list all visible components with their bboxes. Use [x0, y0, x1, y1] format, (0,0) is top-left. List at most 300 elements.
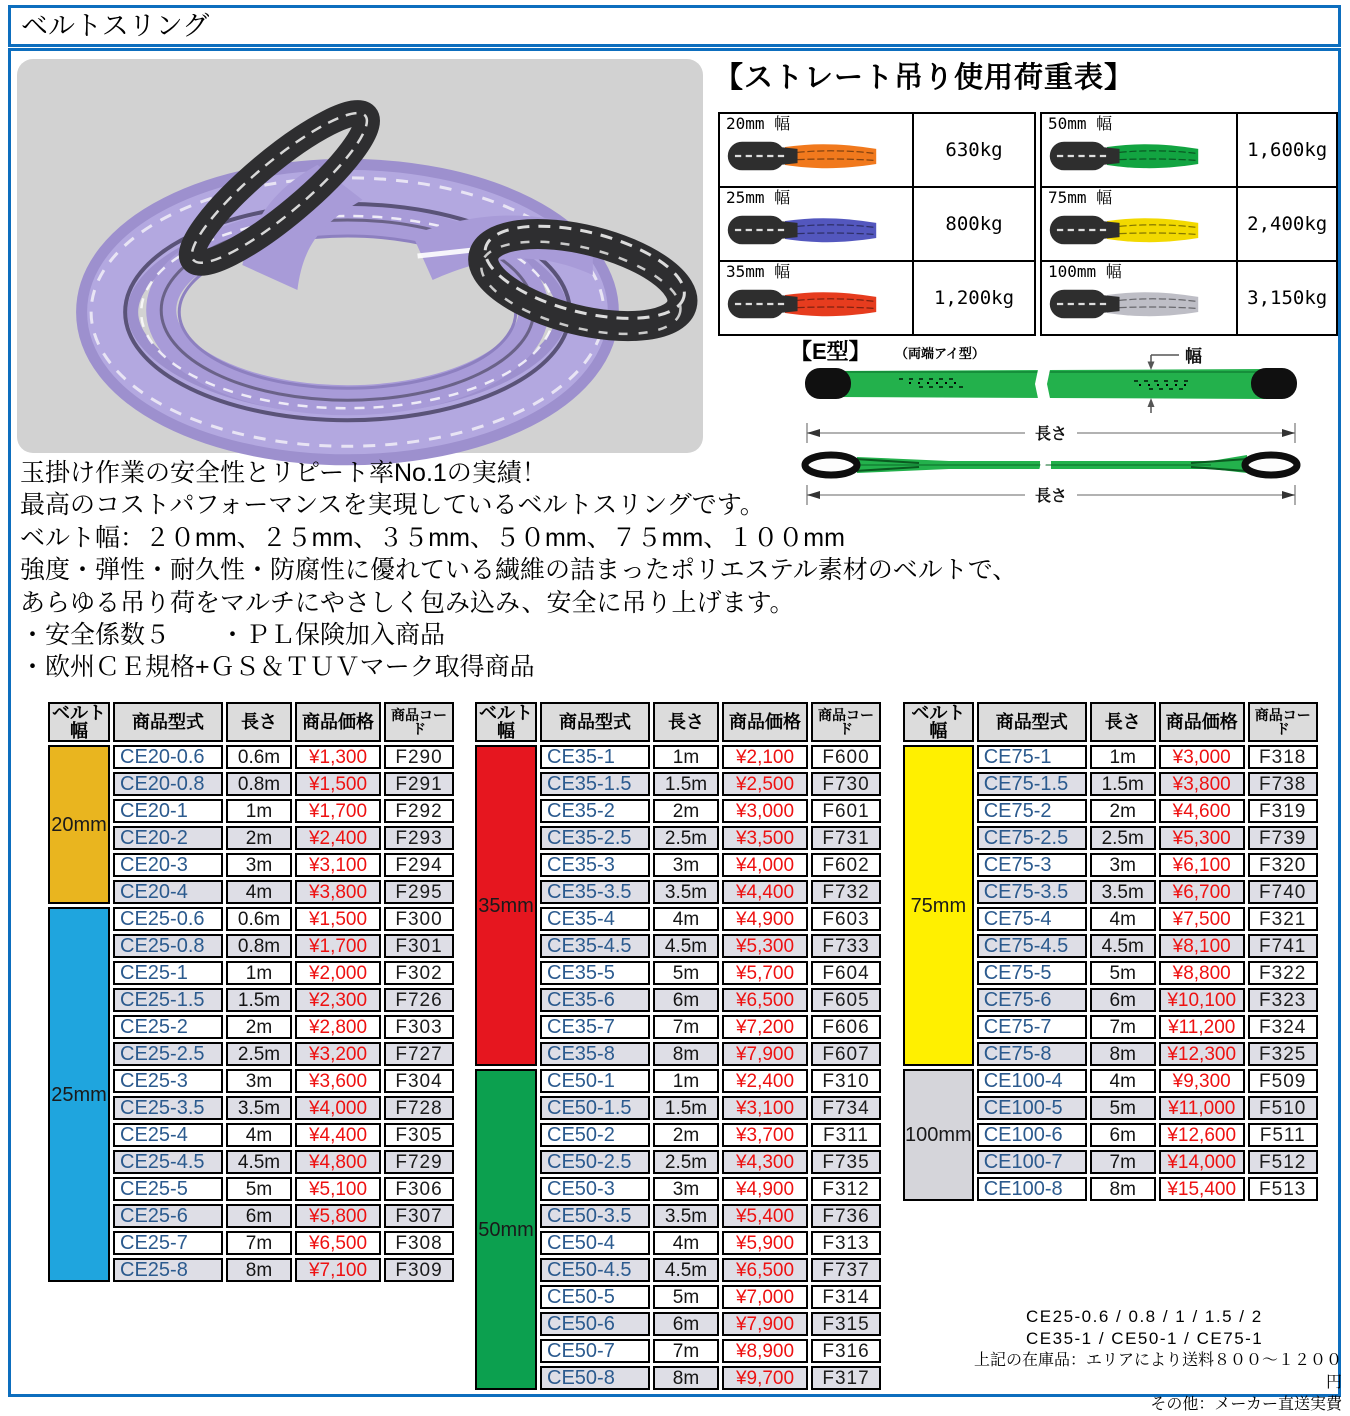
- code-cell: F736: [811, 1204, 881, 1228]
- code-cell: F732: [811, 880, 881, 904]
- price-cell: ¥6,500: [295, 1231, 381, 1255]
- length-cell: 2m: [226, 826, 292, 850]
- capacity-value: 1,600kg: [1237, 113, 1337, 187]
- price-cell: ¥4,300: [722, 1150, 808, 1174]
- product-row: [903, 745, 1318, 769]
- model-cell: CE25-0.6: [113, 907, 223, 931]
- header-row: [475, 702, 881, 742]
- length-cell: 0.8m: [226, 772, 292, 796]
- code-cell: F603: [811, 907, 881, 931]
- code-cell: F292: [384, 799, 454, 823]
- length-cell: 2m: [1090, 799, 1156, 823]
- code-cell: F295: [384, 880, 454, 904]
- model-cell: CE75-1: [977, 745, 1087, 769]
- price-cell: ¥9,300: [1159, 1069, 1245, 1093]
- code-cell: F605: [811, 988, 881, 1012]
- length-cell: 1m: [226, 799, 292, 823]
- model-cell: CE75-2.5: [977, 826, 1087, 850]
- model-cell: CE75-5: [977, 961, 1087, 985]
- code-cell: F738: [1248, 772, 1318, 796]
- length-cell: 2m: [653, 1123, 719, 1147]
- code-cell: F309: [384, 1258, 454, 1282]
- code-cell: F314: [811, 1285, 881, 1309]
- code-cell: F733: [811, 934, 881, 958]
- length-cell: 2.5m: [1090, 826, 1156, 850]
- code-cell: F303: [384, 1015, 454, 1039]
- length-cell: 4m: [653, 1231, 719, 1255]
- footnote-line: 上記の在庫品：エリアにより送料８００～１２００円: [973, 1352, 1342, 1391]
- belt-sample-cell: [1041, 261, 1237, 335]
- belt-sample-icon: [1048, 208, 1200, 252]
- length-cell: 7m: [226, 1231, 292, 1255]
- code-cell: F728: [384, 1096, 454, 1120]
- model-cell: CE50-2: [540, 1123, 650, 1147]
- length-cell: 5m: [1090, 961, 1156, 985]
- belt-sample-cell: [1041, 187, 1237, 261]
- model-cell: CE25-8: [113, 1258, 223, 1282]
- length-cell: 7m: [1090, 1015, 1156, 1039]
- code-cell: F512: [1248, 1150, 1318, 1174]
- length-cell: 4m: [226, 880, 292, 904]
- code-cell: F319: [1248, 799, 1318, 823]
- length-cell: 0.8m: [226, 934, 292, 958]
- price-cell: ¥8,100: [1159, 934, 1245, 958]
- col-header-0: ベルト幅: [48, 702, 110, 742]
- model-cell: CE20-2: [113, 826, 223, 850]
- model-cell: CE35-1.5: [540, 772, 650, 796]
- price-cell: ¥11,000: [1159, 1096, 1245, 1120]
- model-cell: CE75-7: [977, 1015, 1087, 1039]
- length-cell: 2.5m: [653, 1150, 719, 1174]
- width-dim-label: 幅: [1185, 347, 1202, 366]
- width-band-35mm: 35mm: [475, 745, 537, 1066]
- model-cell: CE75-8: [977, 1042, 1087, 1066]
- model-cell: CE35-2: [540, 799, 650, 823]
- price-cell: ¥4,000: [722, 853, 808, 877]
- model-cell: CE25-6: [113, 1204, 223, 1228]
- length-cell: 2.5m: [653, 826, 719, 850]
- price-cell: ¥5,800: [295, 1204, 381, 1228]
- code-cell: F511: [1248, 1123, 1318, 1147]
- product-row: [48, 745, 454, 769]
- code-cell: F325: [1248, 1042, 1318, 1066]
- length-cell: 1m: [653, 745, 719, 769]
- model-cell: CE100-4: [977, 1069, 1087, 1093]
- product-row: [475, 745, 881, 769]
- capacity-row: [719, 187, 1035, 261]
- price-cell: ¥14,000: [1159, 1150, 1245, 1174]
- capacity-value: 2,400kg: [1237, 187, 1337, 261]
- col-header-2: 長さ: [1090, 702, 1156, 742]
- model-cell: CE25-1: [113, 961, 223, 985]
- col-header-4: 商品コード: [811, 702, 881, 742]
- col-header-2: 長さ: [226, 702, 292, 742]
- belt-width-label: 50mm 幅: [1048, 114, 1113, 133]
- length-cell: 7m: [653, 1339, 719, 1363]
- length-cell: 4.5m: [1090, 934, 1156, 958]
- capacity-row: [719, 261, 1035, 335]
- product-photo: [17, 59, 703, 453]
- length-cell: 1m: [226, 961, 292, 985]
- header-row: [903, 702, 1318, 742]
- code-cell: F305: [384, 1123, 454, 1147]
- model-cell: CE75-6: [977, 988, 1087, 1012]
- length-cell: 1.5m: [226, 988, 292, 1012]
- code-cell: F741: [1248, 934, 1318, 958]
- length-cell: 1.5m: [1090, 772, 1156, 796]
- price-cell: ¥3,000: [722, 799, 808, 823]
- description-line: あらゆる吊り荷をマルチにやさしく包み込み、安全に吊り上げます。: [20, 588, 795, 617]
- belt-sample-icon: [1048, 282, 1200, 326]
- model-cell: CE100-7: [977, 1150, 1087, 1174]
- price-cell: ¥5,300: [722, 934, 808, 958]
- code-cell: F601: [811, 799, 881, 823]
- price-cell: ¥5,300: [1159, 826, 1245, 850]
- model-cell: CE50-1: [540, 1069, 650, 1093]
- capacity-value: 630kg: [913, 113, 1035, 187]
- code-cell: F311: [811, 1123, 881, 1147]
- capacity-table-left: [718, 112, 1036, 336]
- length-cell: 1m: [1090, 745, 1156, 769]
- price-cell: ¥4,400: [722, 880, 808, 904]
- length-cell: 4m: [1090, 907, 1156, 931]
- description-line: 最高のコストパフォーマンスを実現しているベルトスリングです。: [20, 491, 765, 520]
- code-cell: F737: [811, 1258, 881, 1282]
- length-cell: 3.5m: [653, 880, 719, 904]
- price-cell: ¥10,100: [1159, 988, 1245, 1012]
- price-cell: ¥6,500: [722, 1258, 808, 1282]
- capacity-value: 3,150kg: [1237, 261, 1337, 335]
- price-cell: ¥15,400: [1159, 1177, 1245, 1201]
- footnote-line: CE25-0.6 / 0.8 / 1 / 1.5 / 2: [1026, 1307, 1263, 1326]
- code-cell: F300: [384, 907, 454, 931]
- price-cell: ¥7,000: [722, 1285, 808, 1309]
- price-cell: ¥5,900: [722, 1231, 808, 1255]
- price-cell: ¥5,100: [295, 1177, 381, 1201]
- code-cell: F513: [1248, 1177, 1318, 1201]
- length-cell: 4m: [1090, 1069, 1156, 1093]
- model-cell: CE50-4.5: [540, 1258, 650, 1282]
- description-line: ・欧州ＣＥ規格+ＧＳ＆ＴＵＶマーク取得商品: [20, 653, 535, 682]
- model-cell: CE35-3.5: [540, 880, 650, 904]
- sling-photo-illustration: [17, 59, 703, 453]
- model-cell: CE35-1: [540, 745, 650, 769]
- code-cell: F313: [811, 1231, 881, 1255]
- model-cell: CE25-3: [113, 1069, 223, 1093]
- price-cell: ¥2,000: [295, 961, 381, 985]
- length-cell: 4m: [653, 907, 719, 931]
- capacity-row: [719, 113, 1035, 187]
- length-dim-label: 長さ: [1034, 426, 1068, 443]
- width-band-100mm: 100mm: [903, 1069, 974, 1201]
- belt-width-label: 100mm 幅: [1048, 262, 1122, 281]
- price-cell: ¥1,500: [295, 907, 381, 931]
- col-header-3: 商品価格: [722, 702, 808, 742]
- description-line: 強度・弾性・耐久性・防腐性に優れている繊維の詰まったポリエステル素材のベルトで、: [20, 556, 1018, 585]
- code-cell: F602: [811, 853, 881, 877]
- price-cell: ¥7,900: [722, 1312, 808, 1336]
- col-header-2: 長さ: [653, 702, 719, 742]
- model-cell: CE100-8: [977, 1177, 1087, 1201]
- model-cell: CE75-1.5: [977, 772, 1087, 796]
- length-cell: 7m: [1090, 1150, 1156, 1174]
- price-cell: ¥3,200: [295, 1042, 381, 1066]
- price-cell: ¥7,100: [295, 1258, 381, 1282]
- model-cell: CE50-5: [540, 1285, 650, 1309]
- col-header-4: 商品コード: [1248, 702, 1318, 742]
- price-cell: ¥4,900: [722, 907, 808, 931]
- length-cell: 0.6m: [226, 907, 292, 931]
- length-cell: 8m: [653, 1042, 719, 1066]
- col-header-3: 商品価格: [1159, 702, 1245, 742]
- model-cell: CE35-2.5: [540, 826, 650, 850]
- model-cell: CE35-6: [540, 988, 650, 1012]
- model-cell: CE20-4: [113, 880, 223, 904]
- code-cell: F321: [1248, 907, 1318, 931]
- belt-sample-cell: [719, 113, 913, 187]
- model-cell: CE35-8: [540, 1042, 650, 1066]
- code-cell: F294: [384, 853, 454, 877]
- code-cell: F318: [1248, 745, 1318, 769]
- model-cell: CE75-3: [977, 853, 1087, 877]
- price-cell: ¥11,200: [1159, 1015, 1245, 1039]
- model-cell: CE75-4: [977, 907, 1087, 931]
- length-cell: 1m: [653, 1069, 719, 1093]
- col-header-1: 商品型式: [977, 702, 1087, 742]
- code-cell: F316: [811, 1339, 881, 1363]
- length-cell: 4m: [226, 1123, 292, 1147]
- belt-sample-cell: [719, 187, 913, 261]
- code-cell: F606: [811, 1015, 881, 1039]
- belt-sample-icon: [726, 134, 878, 178]
- length-cell: 5m: [1090, 1096, 1156, 1120]
- model-cell: CE50-1.5: [540, 1096, 650, 1120]
- length-dim-label-2: 長さ: [1034, 488, 1068, 505]
- capacity-row: [1041, 187, 1337, 261]
- col-header-1: 商品型式: [113, 702, 223, 742]
- price-cell: ¥12,300: [1159, 1042, 1245, 1066]
- code-cell: F740: [1248, 880, 1318, 904]
- description-block: [20, 457, 1017, 684]
- belt-sample-cell: [1041, 113, 1237, 187]
- price-cell: ¥6,700: [1159, 880, 1245, 904]
- col-header-0: ベルト幅: [475, 702, 537, 742]
- price-cell: ¥9,700: [722, 1366, 808, 1390]
- model-cell: CE25-2.5: [113, 1042, 223, 1066]
- price-cell: ¥3,000: [1159, 745, 1245, 769]
- code-cell: F308: [384, 1231, 454, 1255]
- price-cell: ¥7,200: [722, 1015, 808, 1039]
- price-cell: ¥4,400: [295, 1123, 381, 1147]
- price-cell: ¥1,700: [295, 934, 381, 958]
- code-cell: F307: [384, 1204, 454, 1228]
- length-cell: 3m: [226, 853, 292, 877]
- price-cell: ¥2,300: [295, 988, 381, 1012]
- code-cell: F315: [811, 1312, 881, 1336]
- price-cell: ¥4,600: [1159, 799, 1245, 823]
- model-cell: CE20-1: [113, 799, 223, 823]
- length-cell: 2.5m: [226, 1042, 292, 1066]
- price-cell: ¥4,900: [722, 1177, 808, 1201]
- model-cell: CE35-7: [540, 1015, 650, 1039]
- code-cell: F291: [384, 772, 454, 796]
- footnote-line: CE35-1 / CE50-1 / CE75-1: [1026, 1329, 1264, 1348]
- price-cell: ¥3,800: [295, 880, 381, 904]
- price-cell: ¥5,700: [722, 961, 808, 985]
- product-row: [475, 1069, 881, 1093]
- length-cell: 8m: [653, 1366, 719, 1390]
- model-cell: CE25-7: [113, 1231, 223, 1255]
- price-cell: ¥3,700: [722, 1123, 808, 1147]
- code-cell: F306: [384, 1177, 454, 1201]
- model-cell: CE75-3.5: [977, 880, 1087, 904]
- code-cell: F735: [811, 1150, 881, 1174]
- code-cell: F509: [1248, 1069, 1318, 1093]
- length-cell: 4.5m: [226, 1150, 292, 1174]
- code-cell: F739: [1248, 826, 1318, 850]
- price-cell: ¥2,400: [722, 1069, 808, 1093]
- code-cell: F317: [811, 1366, 881, 1390]
- width-band-20mm: 20mm: [48, 745, 110, 904]
- length-cell: 6m: [1090, 988, 1156, 1012]
- model-cell: CE50-8: [540, 1366, 650, 1390]
- length-cell: 6m: [653, 1312, 719, 1336]
- length-cell: 5m: [653, 1285, 719, 1309]
- length-cell: 6m: [1090, 1123, 1156, 1147]
- code-cell: F600: [811, 745, 881, 769]
- belt-width-label: 35mm 幅: [726, 262, 791, 281]
- belt-sample-icon: [726, 208, 878, 252]
- length-cell: 8m: [226, 1258, 292, 1282]
- footnotes-block: [970, 1306, 1342, 1416]
- model-cell: CE75-4.5: [977, 934, 1087, 958]
- length-cell: 3.5m: [1090, 880, 1156, 904]
- col-header-0: ベルト幅: [903, 702, 974, 742]
- code-cell: F302: [384, 961, 454, 985]
- product-row: [48, 907, 454, 931]
- price-cell: ¥12,600: [1159, 1123, 1245, 1147]
- model-cell: CE50-6: [540, 1312, 650, 1336]
- model-cell: CE50-3: [540, 1177, 650, 1201]
- width-band-50mm: 50mm: [475, 1069, 537, 1390]
- belt-sample-icon: [726, 282, 878, 326]
- model-cell: CE100-5: [977, 1096, 1087, 1120]
- page-title-bar: [8, 5, 1341, 47]
- model-cell: CE25-2: [113, 1015, 223, 1039]
- code-cell: F510: [1248, 1096, 1318, 1120]
- length-cell: 7m: [653, 1015, 719, 1039]
- description-line: ベルト幅：２０mm、２５mm、３５mm、５０mm、７５mm、１００mm: [20, 523, 845, 552]
- price-cell: ¥4,800: [295, 1150, 381, 1174]
- description-line: 玉掛け作業の安全性とリピート率No.1の実績！: [20, 459, 547, 487]
- price-cell: ¥1,300: [295, 745, 381, 769]
- price-cell: ¥6,100: [1159, 853, 1245, 877]
- length-cell: 8m: [1090, 1042, 1156, 1066]
- model-cell: CE50-7: [540, 1339, 650, 1363]
- length-cell: 6m: [226, 1204, 292, 1228]
- length-cell: 5m: [653, 961, 719, 985]
- code-cell: F320: [1248, 853, 1318, 877]
- footnote-line: その他：メーカー直送実費: [1150, 1396, 1342, 1413]
- code-cell: F293: [384, 826, 454, 850]
- belt-sample-cell: [719, 261, 913, 335]
- code-cell: F310: [811, 1069, 881, 1093]
- code-cell: F304: [384, 1069, 454, 1093]
- model-cell: CE25-4: [113, 1123, 223, 1147]
- price-cell: ¥1,700: [295, 799, 381, 823]
- capacity-value: 1,200kg: [913, 261, 1035, 335]
- code-cell: F727: [384, 1042, 454, 1066]
- length-cell: 1.5m: [653, 772, 719, 796]
- model-cell: CE35-3: [540, 853, 650, 877]
- model-cell: CE50-3.5: [540, 1204, 650, 1228]
- product-row: [903, 1069, 1318, 1093]
- code-cell: F323: [1248, 988, 1318, 1012]
- model-cell: CE50-2.5: [540, 1150, 650, 1174]
- model-cell: CE50-4: [540, 1231, 650, 1255]
- price-cell: ¥3,100: [295, 853, 381, 877]
- main-panel: [8, 48, 1342, 1413]
- model-cell: CE25-1.5: [113, 988, 223, 1012]
- model-cell: CE20-0.8: [113, 772, 223, 796]
- capacity-value: 800kg: [913, 187, 1035, 261]
- length-cell: 0.6m: [226, 745, 292, 769]
- length-cell: 3.5m: [653, 1204, 719, 1228]
- model-cell: CE35-4.5: [540, 934, 650, 958]
- price-cell: ¥2,500: [722, 772, 808, 796]
- length-cell: 4.5m: [653, 934, 719, 958]
- code-cell: F301: [384, 934, 454, 958]
- capacity-row: [1041, 113, 1337, 187]
- length-cell: 6m: [653, 988, 719, 1012]
- code-cell: F322: [1248, 961, 1318, 985]
- col-header-4: 商品コード: [384, 702, 454, 742]
- col-header-3: 商品価格: [295, 702, 381, 742]
- code-cell: F726: [384, 988, 454, 1012]
- price-cell: ¥7,500: [1159, 907, 1245, 931]
- model-cell: CE100-6: [977, 1123, 1087, 1147]
- price-cell: ¥3,100: [722, 1096, 808, 1120]
- price-cell: ¥3,500: [722, 826, 808, 850]
- length-cell: 3m: [653, 853, 719, 877]
- e-type-sublabel: （両端アイ型）: [895, 346, 985, 361]
- belt-sample-icon: [1048, 134, 1200, 178]
- price-cell: ¥8,800: [1159, 961, 1245, 985]
- price-cell: ¥2,100: [722, 745, 808, 769]
- capacity-table-title: 【ストレート吊り使用荷重表】: [714, 62, 1135, 94]
- model-cell: CE25-0.8: [113, 934, 223, 958]
- header-row: [48, 702, 454, 742]
- price-table-35-50mm: [472, 699, 884, 1393]
- length-cell: 3.5m: [226, 1096, 292, 1120]
- belt-width-label: 20mm 幅: [726, 114, 791, 133]
- length-cell: 3m: [1090, 853, 1156, 877]
- model-cell: CE25-3.5: [113, 1096, 223, 1120]
- code-cell: F324: [1248, 1015, 1318, 1039]
- price-cell: ¥6,500: [722, 988, 808, 1012]
- price-cell: ¥4,000: [295, 1096, 381, 1120]
- price-cell: ¥1,500: [295, 772, 381, 796]
- price-cell: ¥7,900: [722, 1042, 808, 1066]
- model-cell: CE25-4.5: [113, 1150, 223, 1174]
- width-band-25mm: 25mm: [48, 907, 110, 1282]
- length-cell: 2m: [653, 799, 719, 823]
- model-cell: CE35-4: [540, 907, 650, 931]
- model-cell: CE35-5: [540, 961, 650, 985]
- model-cell: CE75-2: [977, 799, 1087, 823]
- width-band-75mm: 75mm: [903, 745, 974, 1066]
- length-cell: 3m: [653, 1177, 719, 1201]
